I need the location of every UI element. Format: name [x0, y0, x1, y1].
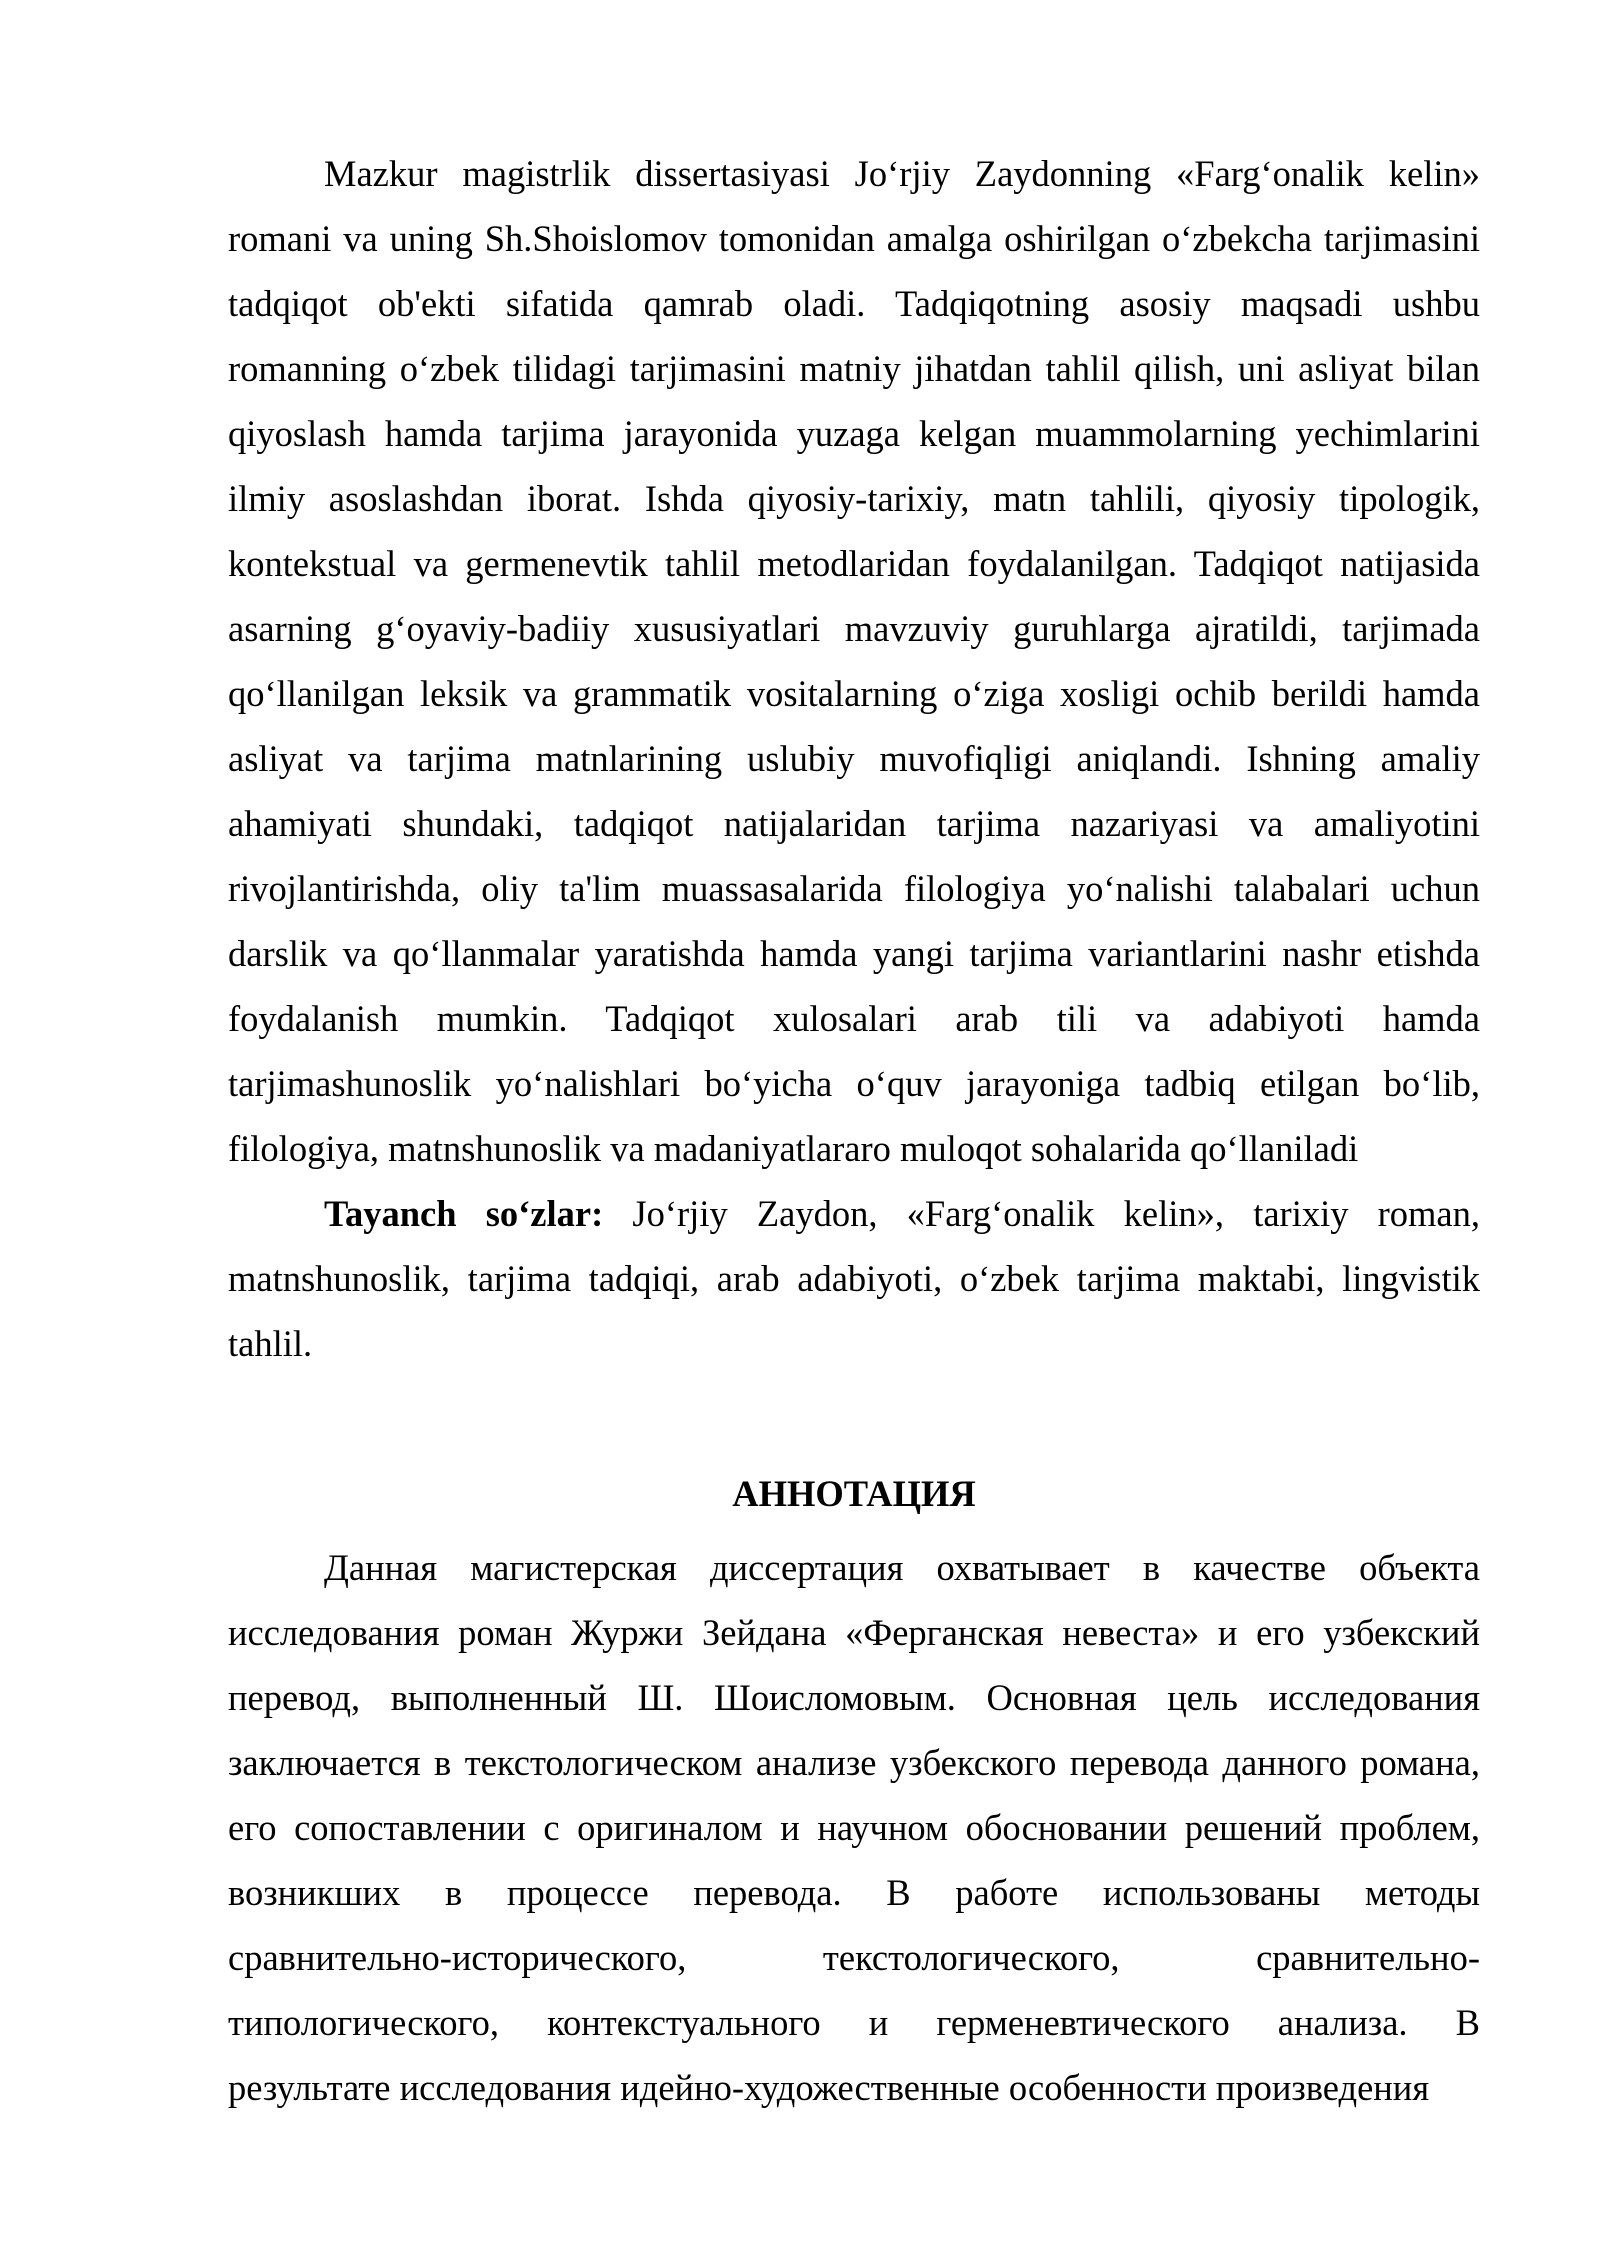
text-line: asarning g‘oyaviy-badiiy xususiyatlari mavzuviy guruhlarga ajratildi, tarjimada	[228, 608, 1480, 649]
text-line: Mazkur magistrlik dissertasiyasi Jo‘rjiy Zaydonning «Farg‘onalik kelin»	[324, 153, 1480, 194]
text-line: результате исследования идейно-художественные особенности произведения	[228, 2067, 1430, 2108]
keywords-text: Jo‘rjiy Zaydon, «Farg‘onalik kelin», tarixiy roman,	[632, 1193, 1480, 1234]
text-line: matnshunoslik, tarjima tadqiqi, arab adabiyoti, o‘zbek tarjima maktabi, lingvistik	[228, 1258, 1480, 1299]
text-line: rivojlantirishda, oliy ta'lim muassasalarida filologiya yo‘nalishi talabalari uchun	[228, 868, 1480, 909]
text-line: qo‘llanilgan leksik va grammatik vositalarning o‘ziga xosligi ochib berildi hamda	[228, 673, 1480, 714]
uzbek-abstract-paragraph	[228, 141, 1480, 1181]
keywords-label: Tayanch so‘zlar:	[324, 1193, 604, 1234]
text-line: kontekstual va germenevtik tahlil metodlaridan foydalanilgan. Tadqiqot natijasida	[228, 543, 1480, 584]
text-line: asliyat va tarjima matnlarining uslubiy muvofiqligi aniqlandi. Ishning amaliy	[228, 738, 1480, 779]
text-line: romanning o‘zbek tilidagi tarjimasini matniy jihatdan tahlil qilish, uni asliyat bilan	[228, 348, 1480, 389]
text-line: foydalanish mumkin. Tadqiqot xulosalari arab tili va adabiyoti hamda	[228, 998, 1480, 1039]
text-line: ilmiy asoslashdan iborat. Ishda qiyosiy-tarixiy, matn tahlili, qiyosiy tipologik,	[228, 478, 1480, 519]
text-line: сравнительно-исторического, текстологического, сравнительно-	[228, 1937, 1480, 1978]
text-line: romani va uning Sh.Shoislomov tomonidan amalga oshirilgan o‘zbekcha tarjimasini	[228, 218, 1480, 259]
text-line: filologiya, matnshunoslik va madaniyatlararo muloqot sohalarida qo‘llaniladi	[228, 1128, 1359, 1169]
text-line: исследования роман Журжи Зейдана «Ферганская невеста» и его узбекский	[228, 1612, 1480, 1653]
text-line: его сопоставлении с оригиналом и научном обосновании решений проблем,	[228, 1807, 1480, 1848]
text-line: перевод, выполненный Ш. Шоисломовым. Основная цель исследования	[228, 1677, 1480, 1718]
text-line: tarjimashunoslik yo‘nalishlari bo‘yicha o‘quv jarayoniga tadbiq etilgan bo‘lib,	[228, 1063, 1480, 1104]
text-line: darslik va qo‘llanmalar yaratishda hamda yangi tarjima variantlarini nashr etishda	[228, 933, 1480, 974]
russian-annotation-paragraph	[228, 1535, 1480, 2120]
text-line: Данная магистерская диссертация охватывает в качестве объекта	[324, 1547, 1480, 1588]
annotation-heading: АННОТАЦИЯ	[732, 1473, 976, 1514]
text-line: tahlil.	[228, 1323, 313, 1364]
keywords-paragraph	[228, 1181, 1480, 1376]
text-line: qiyoslash hamda tarjima jarayonida yuzaga kelgan muammolarning yechimlarini	[228, 413, 1480, 454]
text-line	[228, 1181, 1480, 1246]
text-line: ahamiyati shundaki, tadqiqot natijalaridan tarjima nazariyasi va amaliyotini	[228, 803, 1480, 844]
text-line: заключается в текстологическом анализе узбекского перевода данного романа,	[228, 1742, 1480, 1783]
text-line: tadqiqot ob'ekti sifatida qamrab oladi. Tadqiqotning asosiy maqsadi ushbu	[228, 283, 1480, 324]
text-line: возникших в процессе перевода. В работе использованы методы	[228, 1872, 1480, 1913]
text-line: типологического, контекстуального и герменевтического анализа. В	[228, 2002, 1480, 2043]
